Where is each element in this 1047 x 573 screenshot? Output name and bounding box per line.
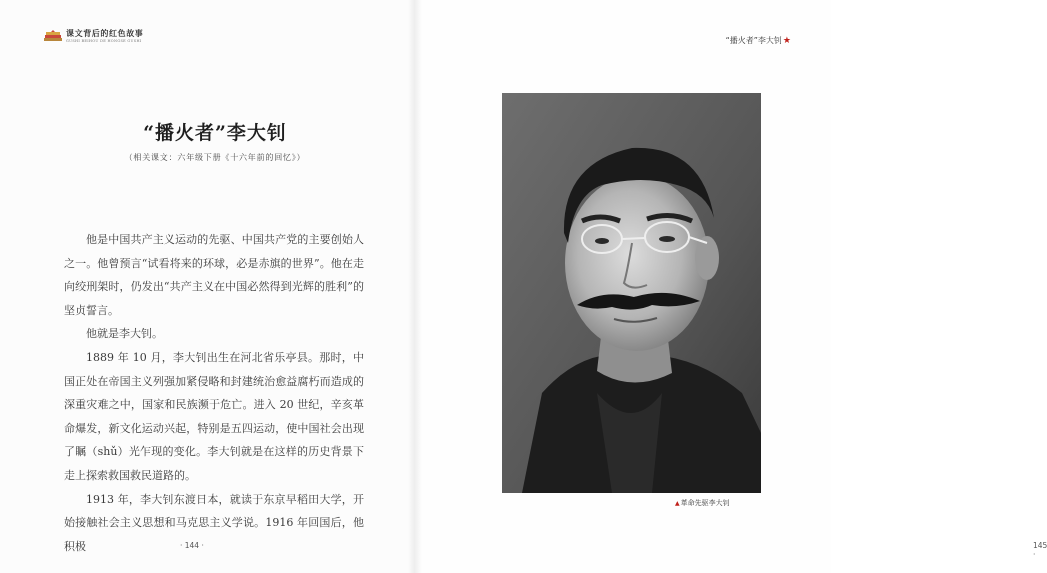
paragraph: 他就是李大钊。 (86, 327, 163, 341)
page-number-left: · 144 · (180, 541, 204, 550)
page-number-right: 145 · (1033, 541, 1047, 559)
left-page (0, 0, 415, 573)
running-title: “播火者”李大钊 (725, 36, 782, 45)
running-header-left (44, 27, 174, 47)
paragraph: 1913 年，李大钊东渡日本，就读于东京早稻田大学，开始接触社会主义思想和马克思主义学说。1916 年回国后，他积极 (64, 492, 364, 553)
paragraph: 他是中国共产主义运动的先驱、中国共产党的主要创始人之一。他曾预言“试看将来的环球，必是赤旗的世界”。他在走向绞刑架时，仍发出“共产主义在中国必然得到光辉的胜利”的坚贞誓言。 (64, 233, 364, 317)
article-title: “播火者”李大钊 (143, 122, 287, 144)
article-body (64, 228, 364, 558)
photo-caption (675, 498, 730, 508)
star-icon: ★ (782, 36, 791, 46)
series-title: 课文背后的红色故事 (66, 28, 144, 38)
book-logo-icon (44, 30, 62, 42)
caption-text: 革命先驱李大钊 (680, 499, 730, 507)
running-header-right (726, 35, 791, 46)
book-gutter (408, 0, 422, 573)
article-subtitle: （相关课文：六年级下册《十六年前的回忆》） (124, 153, 306, 162)
triangle-icon: ▲ (675, 500, 680, 507)
portrait-image (502, 93, 761, 493)
series-subtitle: GUSHI BEIHOU DE HONGSE GUSHI (66, 39, 142, 43)
portrait-photo (502, 93, 761, 493)
paragraph: 1889 年 10 月，李大钊出生在河北省乐亭县。那时，中国正处在帝国主义列强加紧侵略和封建统治愈益腐朽而造成的深重灾难之中，国家和民族濒于危亡。进入 20 世纪，辛亥革命爆发，新文化运动兴起，特别是五四运动，使中国社会出现了瞩（shǔ）光乍现的变化。李大钊就是在这样的历史背景下走上探索救国救民道路的。 (64, 350, 364, 482)
